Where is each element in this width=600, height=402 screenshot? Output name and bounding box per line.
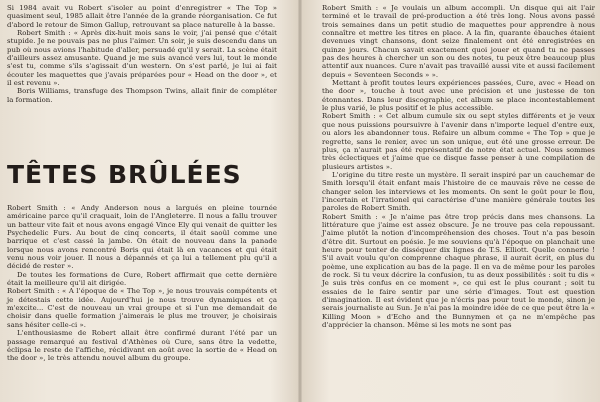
paragraph: Boris Williams, transfuge des Thompson Twins, allait finir de compléter la formation. [7, 87, 277, 104]
paragraph: Robert Smith : « Après dix-huit mois sans le voir, j'ai pensé que c'était stupide. Je ne pouvais pas ne plus l'aimer. Un soir, je suis descendu dans un pub où nous avions l'habitude d'aller, persuadé qu'il y serait. La scène était d'ailleurs assez amusante. Quand je me suis avancé vers lui, tout le monde s'est tu, comme s'ils s'agissait d'un western. On s'est parlé, je lui ai fait écouter les maquettes que j'avais préparées pour « Head on the door », et il est revenu ». [7, 29, 277, 88]
paragraph: Robert Smith : « Cet album cumule six ou sept styles différents et je veux que nous puissions poursuivre à l'avenir dans n'importe lequel d'entre eux, ou alors les abandonner tous. Refaire un album comme « The Top » que je regrette, sans le renier, avec un son unique, eut été une grosse erreur. De plus, ça n'aurait pas été représentatif de notre état actuel. Nous sommes très éclectiques et j'aime que ce disque fasse penser à une compilation de plusieurs artistes ». [322, 112, 595, 171]
paragraph: L'enthousiasme de Robert allait être confirmé durant l'été par un passage remarqué au festival d'Athènes où Cure, sans être la vedette, éclipsa le reste de l'affiche, récidivant en août avec la sortie de « Head on the door », le très attendu nouvel album du groupe. [7, 329, 277, 363]
paragraph: Robert Smith : « A l'époque de « The Top », je nous trouvais compétents et je détestais cette idée. Aujourd'hui je nous trouve dynamiques et ça m'excite... C'est de nouveau un vrai groupe et si l'un me demandait de choisir dans quelle formation j'aimerais le plus me trouver, je choisirais sans hésiter celle-ci ». [7, 287, 277, 329]
paragraph: Robert Smith : « Je n'aime pas être trop précis dans mes chansons. La littérature que j'aime est assez obscure. Je ne trouve pas cela repoussant. J'aime plutôt la notion d'incompréhension des choses. Tout n'a pas besoin d'être dit. Surtout en poésie. Je me souviens qu'à l'époque on planchait une heure pour tenter de disséquer dix lignes de T.S. Elliott. Quelle connerie ! S'il avait voulu qu'on comprenne chaque phrase, il aurait écrit, en plus du poème, une explication au bas de la page. Il en va de même pour les paroles de rock. Si tu veux décrire la confusion, tu as deux possibilités : soit tu dis « Je suis très confus en ce moment », ce qui est le plus courant ; soit tu essaies de le faire sentir par une série d'images. Tout est question d'imagination. Il est évident que je n'écris pas pour tout le monde, sinon je serais journaliste au Sun. Je n'ai pas la moindre idée de ce que peut être la « Killing Moon » d'Echo and the Bunnymen et ça ne m'empêche pas d'apprécier la chanson. Même si les mots ne sont pas [322, 212, 595, 330]
paragraph: Robert Smith : « Andy Anderson nous a largués en pleine tournée américaine parce qu'il craquait, loin de l'Angleterre. Il nous a fallu trouver un batteur vite fait et nous avons engagé Vince Ely qui venait de quitter les Psychedelic Furs. Au bout de cinq concerts, il était saoûl comme une barrique et c'est cassé la jambe. On était de nouveau dans la panade lorsque nous avons rencontré Boris qui était là en vacances et qui était venu nous voir jouer. Il nous a dépannés et ça lui a tellement plu qu'il a décidé de rester ». [7, 204, 277, 271]
left-top-column [7, 4, 277, 104]
section-title: TÊTES BRÛLÉES [7, 160, 242, 189]
right-column [322, 4, 595, 329]
right-page [300, 0, 600, 402]
paragraph: L'origine du titre reste un mystère. Il serait inspiré par un cauchemar de Smith lorsqu'il était enfant mais l'histoire de ce mauvais rêve ne cesse de changer selon les interviews et les moments. On sent le goût pour le flou, l'incertain et l'irrationel qui caractérise d'une manière générale toutes les paroles de Robert Smith. [322, 170, 595, 213]
paragraph: Si 1984 avait vu Robert s'isoler au point d'enregistrer « The Top » quasiment seul, 1985 allait être l'année de la grande réorganisation. Ce fut d'abord le retour de Simon Gallup, retrouvant sa place naturelle à la basse. [7, 4, 277, 29]
paragraph: Robert Smith : « Je voulais un album accompli. Un disque qui ait l'air terminé et le travail de pré-production a été très long. Nous avons passé trois semaines dans un petit studio de maquettes pour apprendre à nous connaître et mettre les titres en place. A la fin, quarante ébauches étaient devenues vingt chansons, dont seize finalement ont été enregistrées en quinze jours. Chacun savait exactement quoi jouer et quand tu ne passes pas des heures à chercher un son ou des notes, tu peux être beaucoup plus attentif aux nuances. Cure n'avait pas travaillé aussi vite et aussi facilement depuis « Seventeen Seconds » ». [322, 4, 595, 79]
left-bottom-column [7, 204, 277, 363]
paragraph: De toutes les formations de Cure, Robert affirmait que cette dernière était la meilleure qu'il ait dirigée. [7, 270, 277, 288]
paragraph: Mettant à profit toutes leurs expériences passées, Cure, avec « Head on the door », touche à tout avec une précision et une justesse de ton étonnantes. Dans leur discographie, cet album se place incontestablement le plus varié, le plus positif et le plus accessible. [322, 79, 595, 113]
